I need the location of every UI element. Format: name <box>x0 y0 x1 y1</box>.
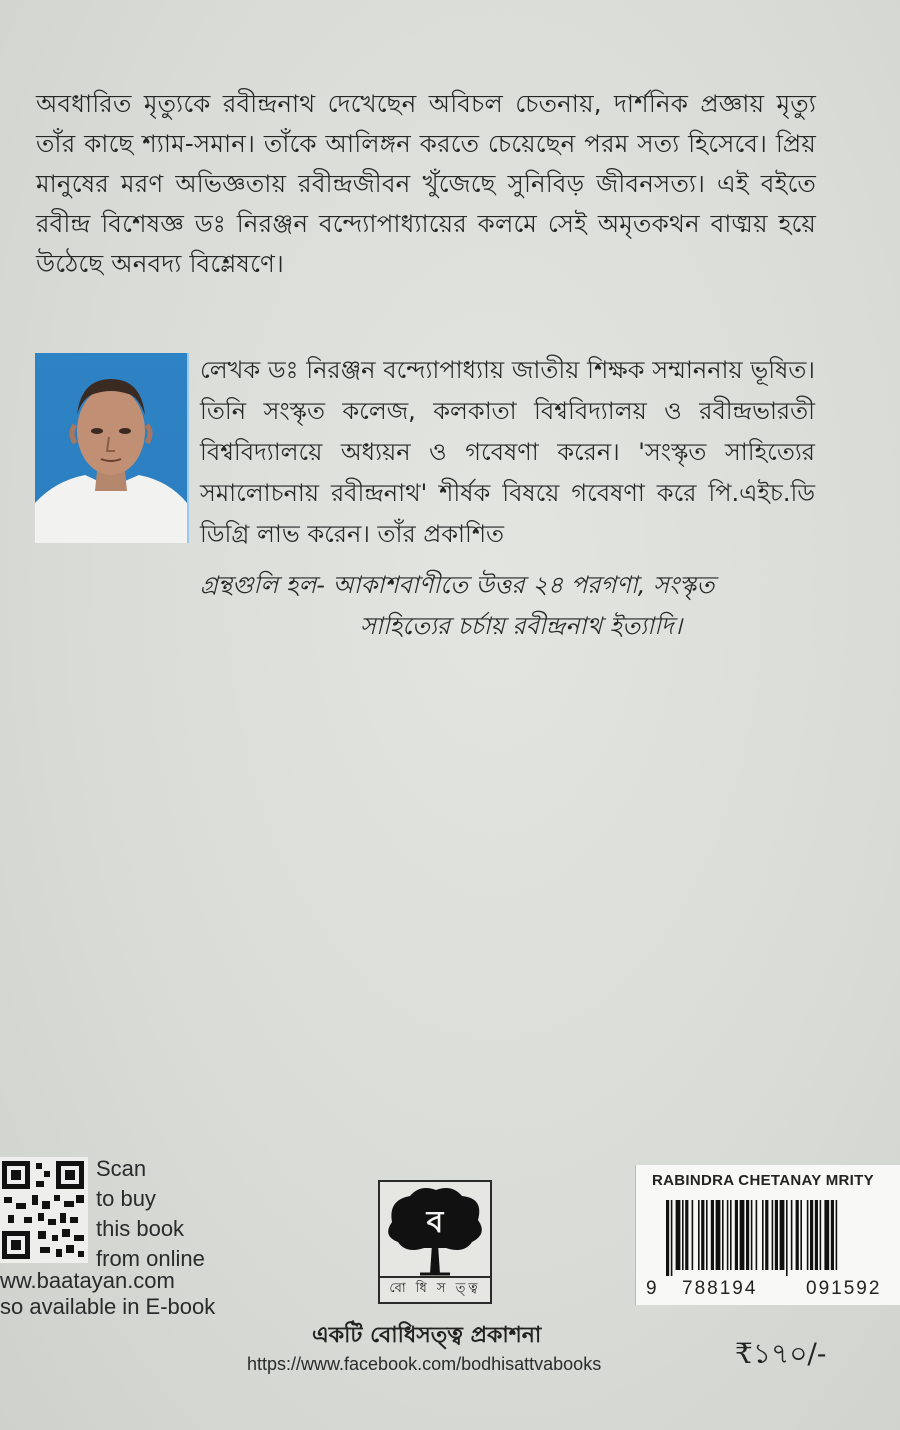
author-works <box>200 565 815 647</box>
tree-icon <box>380 1182 490 1278</box>
barcode-bar <box>800 1200 802 1270</box>
back-cover-blurb: অবধারিত মৃত্যুকে রবীন্দ্রনাথ দেখেছেন অবিচল চেতনায়, দার্শনিক প্রজ্ঞায় মৃত্যু তাঁর কাছে শ্যাম-সমান। তাঁকে আলিঙ্গন করতে চেয়েছেন পরম সত্য হিসেবে। প্রিয় মানুষের মরণ অভিজ্ঞতায় রবীন্দ্রজীবন খুঁজেছে সুনিবিড় জীবনসত্য। এই বইতে রবীন্দ্র বিশেষজ্ঞ ডঃ নিরঞ্জন বন্দ্যোপাধ্যায়ের কলমে সেই অমৃতকথন বাঙ্ময় হয়ে উঠেছে অনবদ্য বিশ্লেষণে। <box>36 89 816 278</box>
barcode-bar <box>676 1200 681 1270</box>
scan-instructions <box>96 1154 205 1274</box>
barcode-bar <box>722 1200 724 1270</box>
barcode-bar <box>831 1200 834 1270</box>
logo-letter: ব <box>426 1205 444 1240</box>
barcode-bar <box>786 1200 788 1276</box>
barcode-bar <box>735 1200 738 1270</box>
price-label: ₹১৭০/- <box>735 1337 827 1370</box>
scan-line: Scan <box>96 1156 147 1181</box>
barcode-bar <box>666 1200 669 1276</box>
barcode-bar <box>807 1200 809 1270</box>
barcode-bar <box>751 1200 753 1270</box>
scan-line: from online <box>96 1246 205 1271</box>
barcode-bar <box>685 1200 688 1270</box>
barcode-bar <box>810 1200 813 1270</box>
barcode-group-2: 091592 <box>806 1278 882 1299</box>
barcode-bar <box>762 1200 764 1270</box>
author-bio: লেখক ডঃ নিরঞ্জন বন্দ্যোপাধ্যায় জাতীয় শিক্ষক সম্মাননায় ভূষিত। তিনি সংস্কৃত কলেজ, কলকাতা বিশ্ববিদ্যালয় ও রবীন্দ্রভারতী বিশ্ববিদ্যালয়ে অধ্যয়ন ও গবেষণা করেন। 'সংস্কৃত সাহিত্যের সমালোচনায় রবীন্দ্রনাথ' শীর্ষক বিষয়ে গবেষণা করে পি.এইচ.ডি ডিগ্রি লাভ করেন। তাঁর প্রকাশিত <box>200 356 815 548</box>
barcode-bar <box>698 1200 700 1270</box>
facebook-link[interactable]: https://www.facebook.com/bodhisattvabooks <box>247 1354 602 1374</box>
barcode-bar <box>780 1200 785 1270</box>
website-info <box>0 1268 215 1320</box>
barcode-bar <box>836 1200 838 1270</box>
barcode-bar <box>820 1200 822 1270</box>
barcode-bar <box>716 1200 721 1270</box>
logo-caption: বো ধি স ত্ত্ব <box>380 1276 490 1300</box>
barcode-group-1: 788194 <box>682 1278 758 1299</box>
author-works-line: সাহিত্যের চর্চায় রবীন্দ্রনাথ ইত্যাদি। <box>360 612 683 640</box>
scan-line: to buy <box>96 1186 156 1211</box>
barcode-bar <box>730 1200 732 1270</box>
qr-code-icon[interactable] <box>0 1157 88 1263</box>
barcode-bar <box>740 1200 745 1270</box>
barcode-bar <box>671 1200 673 1276</box>
barcode-title: RABINDRA CHETANAY MRITY <box>652 1172 874 1189</box>
author-photo <box>35 353 189 543</box>
website-link[interactable]: ww.baatayan.com <box>0 1268 175 1293</box>
ebook-note: so available in E-book <box>0 1294 216 1319</box>
barcode-bar <box>815 1200 818 1270</box>
isbn-barcode <box>635 1165 900 1305</box>
barcode-bar <box>772 1200 774 1270</box>
barcode-bar <box>682 1200 684 1270</box>
publisher-logo <box>378 1180 492 1304</box>
barcode-bar <box>775 1200 778 1270</box>
barcode-bar <box>701 1200 704 1270</box>
barcode-bar <box>727 1200 729 1270</box>
author-works-line: গ্রন্থগুলি হল- আকাশবাণীতে উত্তর ২৪ পরগণা, সংস্কৃত <box>200 571 715 599</box>
barcode-bar <box>791 1200 793 1270</box>
barcode-digit-prefix: 9 <box>646 1278 657 1299</box>
barcode-bar <box>711 1200 714 1270</box>
barcode-bar <box>796 1200 799 1270</box>
barcode-bar <box>706 1200 708 1270</box>
barcode-bar <box>692 1200 694 1270</box>
scan-line: this book <box>96 1216 185 1241</box>
barcode-bar <box>746 1200 749 1270</box>
publisher-tagline: একটি বোধিসত্ত্ব প্রকাশনা <box>312 1323 542 1348</box>
barcode-bars-icon <box>666 1200 900 1276</box>
barcode-bar <box>824 1200 829 1270</box>
barcode-bar <box>756 1200 758 1270</box>
barcode-bar <box>765 1200 768 1270</box>
